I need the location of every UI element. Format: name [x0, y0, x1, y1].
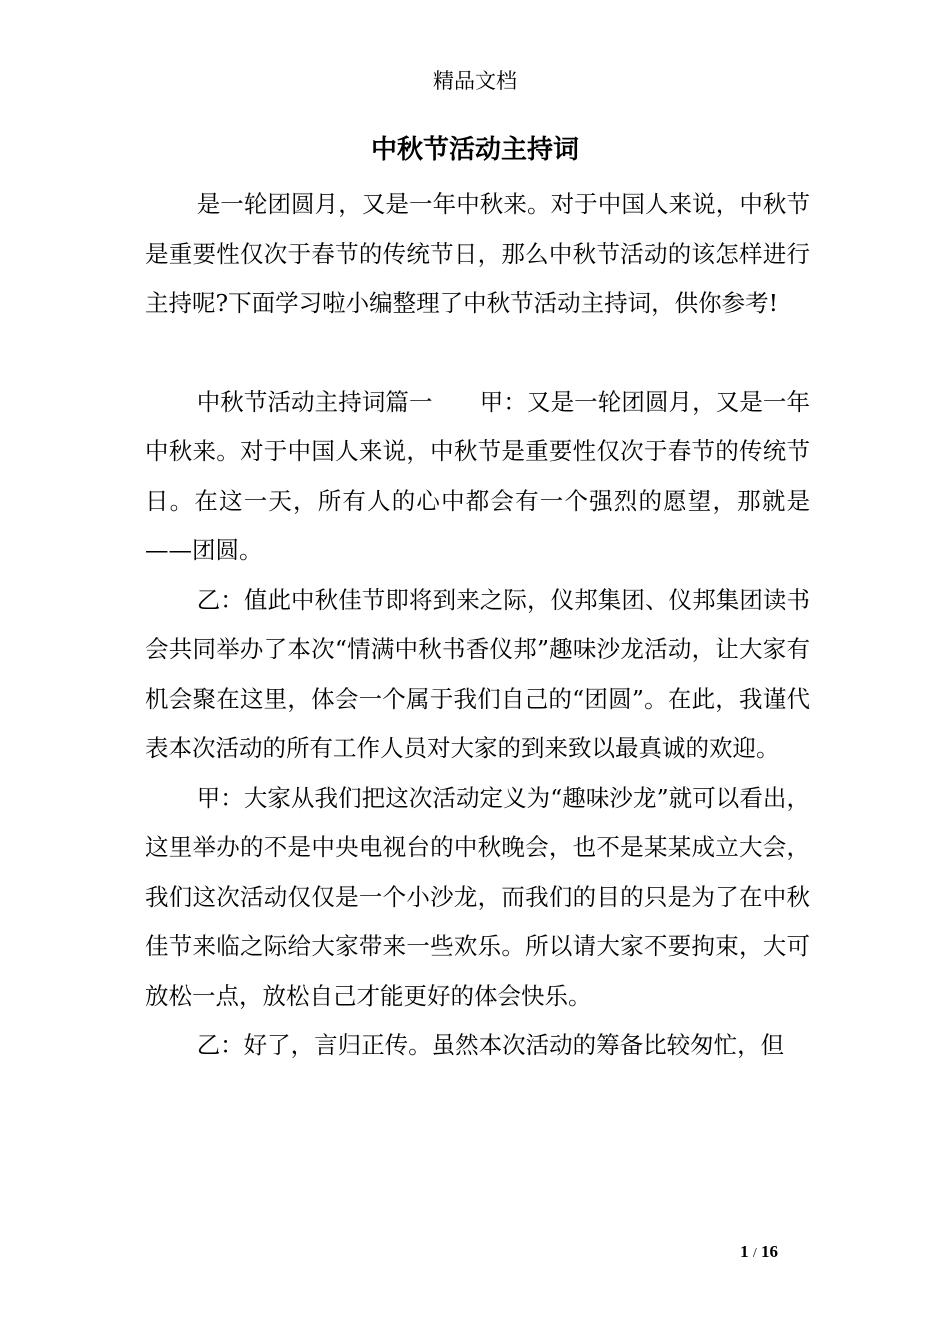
page-number	[740, 1240, 778, 1266]
document-title: 中秋节活动主持词	[370, 135, 579, 165]
page-separator: /	[752, 1246, 757, 1261]
intro-paragraph: 是一轮团圆月，又是一年中秋来。对于中国人来说，中秋节是重要性仅次于春节的传统节日，那么中秋节活动的该怎样进行主持呢?下面学习啦小编整理了中秋节活动主持词，供你参考!	[145, 190, 810, 317]
document-header: 精品文档	[433, 69, 517, 93]
body-paragraph: 甲：大家从我们把这次活动定义为“趣味沙龙”就可以看出，这里举办的不是中央电视台的中秋晚会，也不是某某成立大会，我们这次活动仅仅是一个小沙龙，而我们的目的只是为了在中秋佳节来临之际给大家带来一些欢乐。所以请大家不要拘束，大可放松一点，放松自己才能更好的体会快乐。	[145, 783, 810, 1010]
body-paragraph: 中秋节活动主持词篇一 甲：又是一轮团圆月，又是一年中秋来。对于中国人来说，中秋节是重要性仅次于春节的传统节日。在这一天，所有人的心中都会有一个强烈的愿望，那就是——团圆。	[145, 387, 810, 564]
page-total: 16	[761, 1242, 778, 1261]
document-body	[145, 180, 810, 1071]
page-current: 1	[740, 1242, 749, 1261]
body-paragraph: 乙：值此中秋佳节即将到来之际，仪邦集团、仪邦集团读书会共同举办了本次“情满中秋书香仪邦”趣味沙龙活动，让大家有机会聚在这里，体会一个属于我们自己的“团圆”。在此，我谨代表本次活动的所有工作人员对大家的到来致以最真诚的欢迎。	[145, 585, 810, 762]
body-paragraph: 乙：好了，言归正传。虽然本次活动的筹备比较匆忙，但	[196, 1031, 785, 1059]
